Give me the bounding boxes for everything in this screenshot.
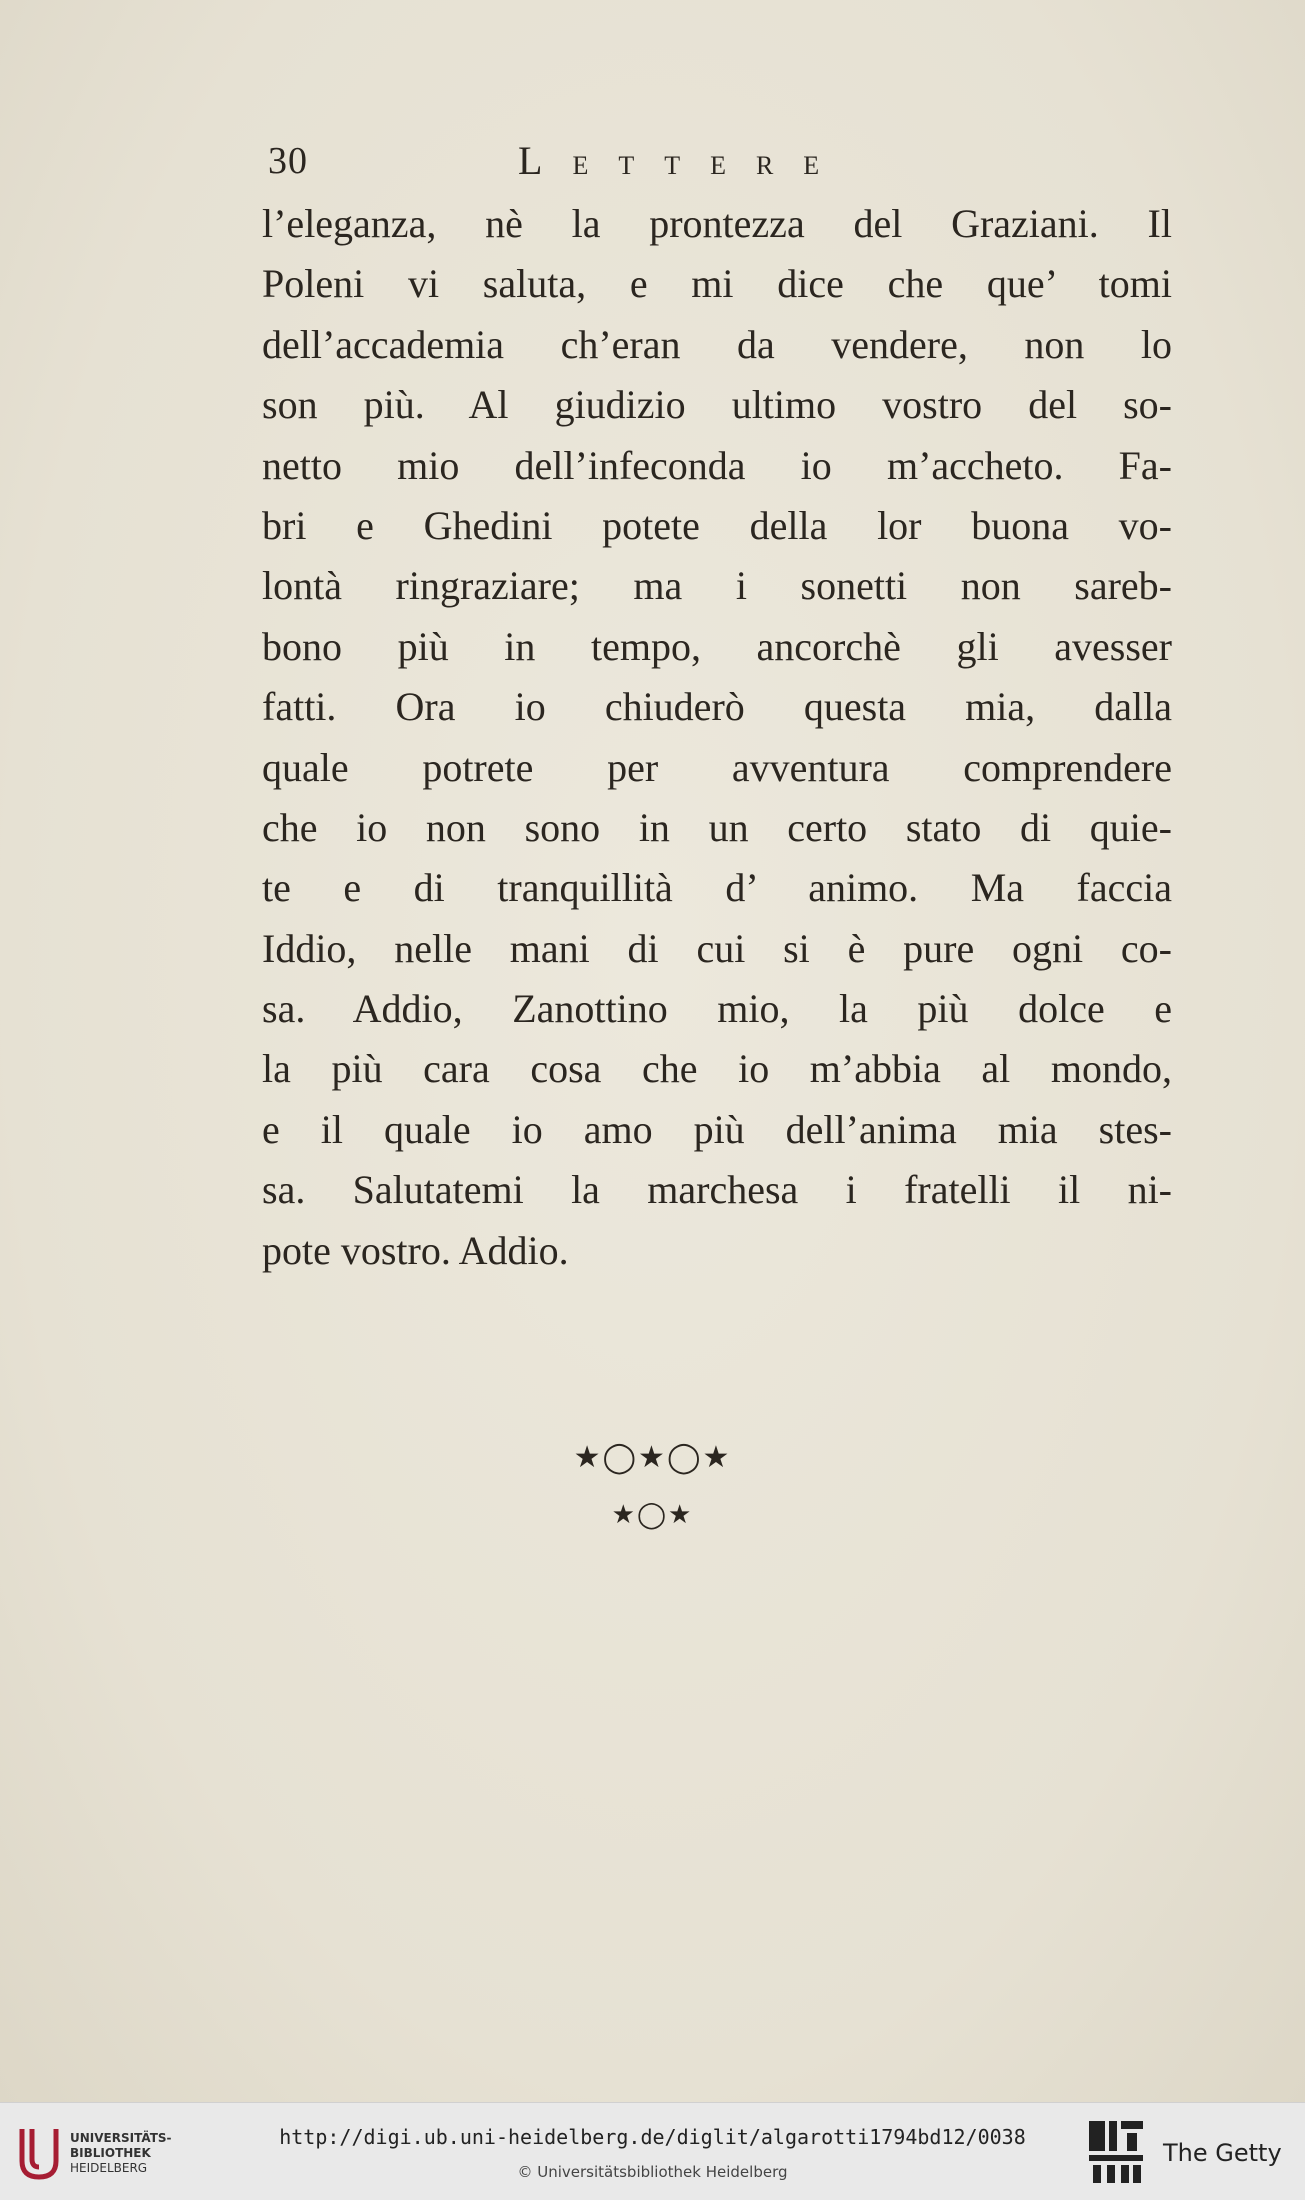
text-line: la più cara cosa che io m’abbia al mondo, <box>262 1046 1172 1092</box>
text-line: quale potrete per avventura comprendere <box>262 744 1172 790</box>
getty-logo[interactable] <box>1087 2119 1287 2185</box>
text-line: te e di tranquillità d’ animo. Ma faccia <box>262 865 1172 911</box>
running-head <box>268 136 928 186</box>
permalink-url[interactable]: http://digi.ub.uni-heidelberg.de/diglit/algarotti1794bd12/0038 <box>279 2125 1026 2149</box>
copyright-notice: © Universitätsbibliothek Heidelberg <box>517 2163 788 2181</box>
text-line: Iddio, nelle mani di cui si è pure ogni co- <box>262 925 1172 971</box>
text-line: sa. Salutatemi la marchesa i fratelli il ni- <box>262 1167 1172 1213</box>
text-line: sa. Addio, Zanottino mio, la più dolce e <box>262 986 1172 1032</box>
text-line: bono più in tempo, ancorchè gli avesser <box>262 623 1172 669</box>
text-line: fatti. Ora io chiuderò questa mia, dalla <box>262 684 1172 730</box>
ornament-top: ★◯★◯★ <box>573 1440 732 1475</box>
text-line: l’eleganza, nè la prontezza del Graziani. Il <box>262 201 1172 246</box>
text-line: dell’accademia ch’eran da vendere, non lo <box>262 321 1172 367</box>
letter-text <box>262 194 1172 1281</box>
text-line: bri e Ghedini potete della lor buona vo- <box>262 502 1172 548</box>
library-logo-line: BIBLIOTHEK <box>70 2146 151 2160</box>
text-line: lontà ringraziare; ma i sonetti non sareb- <box>262 563 1172 609</box>
text-line: e il quale io amo più dell’anima mia stes- <box>262 1106 1172 1152</box>
text-line: Poleni vi saluta, e mi dice che que’ tomi <box>262 261 1172 307</box>
text-line: netto mio dell’infeconda io m’accheto. Fa- <box>262 442 1172 488</box>
library-logo-line: HEIDELBERG <box>70 2161 148 2175</box>
running-title: LETTERE <box>518 138 850 183</box>
page-number: 30 <box>268 140 308 182</box>
ornament-bottom: ★◯★ <box>611 1500 694 1530</box>
text-line: che io non sono in un certo stato di quie- <box>262 804 1172 850</box>
text-line: son più. Al giudizio ultimo vostro del so- <box>262 382 1172 428</box>
text-line: pote vostro. Addio. <box>262 1227 569 1273</box>
getty-logo-icon <box>1087 2119 1145 2185</box>
partner-name: The Getty <box>1163 2139 1282 2167</box>
library-logo-line: UNIVERSITÄTS- <box>70 2131 172 2145</box>
viewer-footer <box>0 2102 1305 2200</box>
